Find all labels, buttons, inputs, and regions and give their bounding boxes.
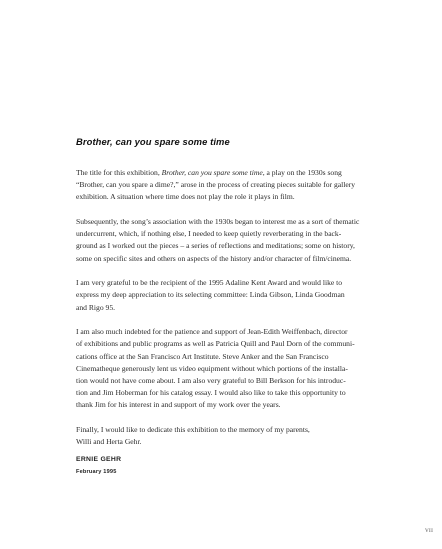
text-line: of exhibitions and public programs as well as Patricia Quill and Paul Dorn of the communi-: [76, 339, 355, 349]
text-line: tion and Jim Hoberman for his catalog essay. I would also like to take this opportunity to: [76, 388, 346, 398]
text-run: , a play on the 1930s song: [262, 168, 342, 177]
text-line: Cinematheque generously lent us video equipment without which portions of the installa-: [76, 363, 348, 373]
paragraph-award-gratitude: [76, 277, 396, 314]
paragraph-exhibition-title: [76, 167, 396, 204]
signature-block: [76, 455, 121, 478]
text-line: Willi and Herta Gehr.: [76, 437, 142, 447]
text-line: thank Jim for his interest in and support of my work over the years.: [76, 400, 281, 410]
paragraph-1930s-association: [76, 216, 396, 265]
body-text: [76, 167, 396, 461]
page-title: Brother, can you spare some time: [76, 136, 230, 147]
text-line: undercurrent, which, if nothing else, I needed to keep quietly reverberating in the back-: [76, 229, 342, 239]
text-line: tion would not have come about. I am also very grateful to Bill Berkson for his introduc-: [76, 376, 346, 386]
italic-exhibition-title: Brother, can you spare some time: [161, 168, 263, 177]
text-line: cations office at the San Francisco Art Institute. Steve Anker and the San Francisco: [76, 351, 329, 361]
text-line: and Rigo 95.: [76, 302, 116, 312]
signature-date: February 1995: [76, 469, 117, 475]
text-line: exhibition. A situation where time does not play the role it plays in film.: [76, 192, 295, 202]
author-name: ERNIE GEHR: [76, 456, 122, 463]
text-line: express my deep appreciation to its selecting committee: Linda Gibson, Linda Goodman: [76, 290, 345, 300]
text-line: ground as I worked out the pieces – a series of reflections and meditations; some on history,: [76, 241, 355, 251]
text-line: I am very grateful to be the recipient of the 1995 Adaline Kent Award and would like to: [76, 278, 343, 288]
text-line: Finally, I would like to dedicate this exhibition to the memory of my parents,: [76, 425, 310, 435]
text-line: I am also much indebted for the patience and support of Jean-Edith Weiffenbach, director: [76, 327, 348, 337]
text-line: [76, 167, 396, 179]
text-line: some on specific sites and others on aspects of the history and/or character of film/cinema.: [76, 253, 352, 263]
page-number: VII: [425, 528, 434, 534]
paragraph-acknowledgements: [76, 326, 396, 411]
text-line: “Brother, can you spare a dime?,” arose in the process of creating pieces suitable for gallery: [76, 180, 356, 190]
text-run: The title for this exhibition,: [76, 168, 162, 177]
paragraph-dedication: [76, 424, 396, 448]
text-line: Subsequently, the song’s association with the 1930s began to interest me as a sort of thematic: [76, 217, 360, 226]
